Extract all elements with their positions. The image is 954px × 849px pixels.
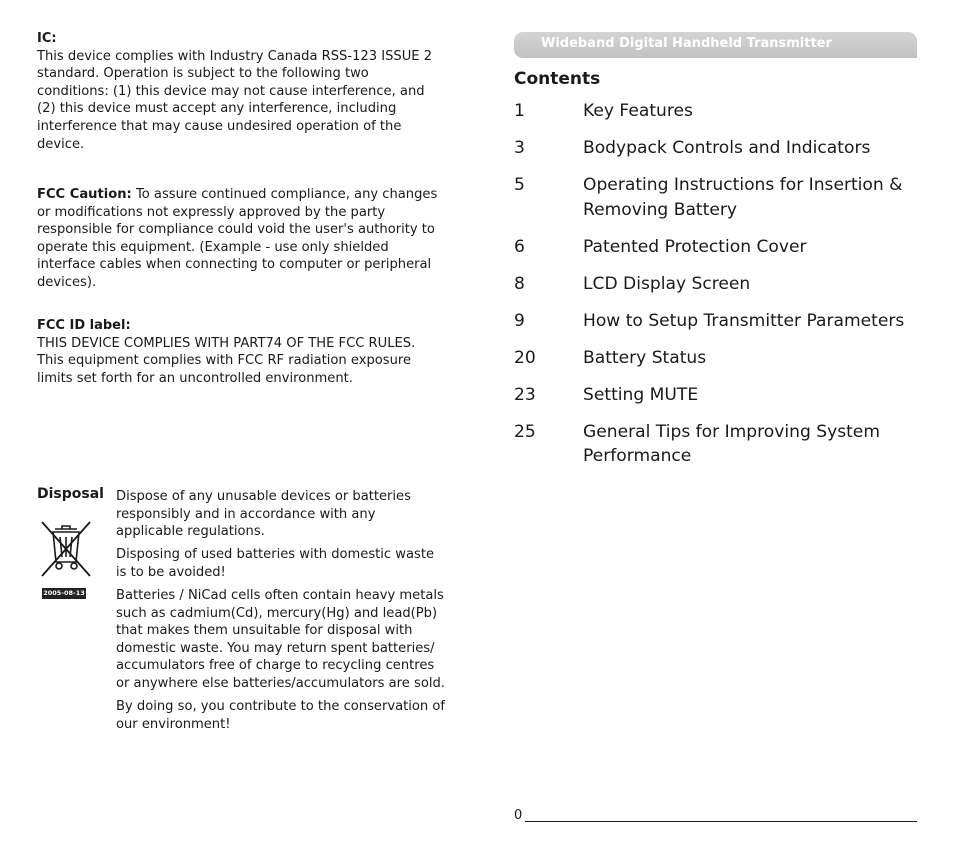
toc-label: Operating Instructions for Insertion & Removing Battery — [583, 175, 903, 220]
toc-label: Battery Status — [583, 347, 707, 368]
toc-entry[interactable] — [514, 272, 917, 297]
header-banner-text: Wideband Digital Handheld Transmitter — [541, 36, 832, 51]
disposal-paragraph: Batteries / NiCad cells often contain heavy metals such as cadmium(Cd), mercury(Hg) and lead(Pb) that makes them unsuitable for disposal with domestic waste. You may return spent batteries/ accumulators free of charge to recycling centres or anywhere else batteries/accumulators are sold. — [116, 587, 445, 691]
toc-label: Key Features — [583, 101, 693, 121]
fcc-caution-heading: FCC Caution: — [37, 187, 132, 202]
header-banner — [514, 32, 917, 58]
contents-title: Contents — [514, 69, 601, 89]
contents-list — [514, 99, 917, 481]
toc-entry[interactable] — [514, 420, 917, 469]
disposal-heading: Disposal — [37, 486, 104, 502]
disposal-body — [116, 488, 446, 739]
page-number: 0 — [514, 808, 523, 823]
ic-section — [37, 30, 442, 153]
toc-page-number: 6 — [514, 236, 525, 257]
toc-page-number: 5 — [514, 175, 525, 195]
ic-body: This device complies with Industry Canada RSS-123 ISSUE 2 standard. Operation is subject to the following two conditions: (1) this device may not cause interference, and (2) this device must accept any interference, including interference that may cause undesired operation of the device. — [37, 48, 433, 152]
fcc-caution-body: To assure continued compliance, any changes or modifications not expressly approved by the party responsible for compliance could void the user's authority to operate this equipment. (Example - use only shielded interface cables when connecting to computer or peripheral devices). — [37, 187, 438, 290]
toc-label: How to Setup Transmitter Parameters — [583, 310, 905, 331]
ic-heading: IC: — [37, 31, 57, 46]
toc-entry[interactable] — [514, 346, 917, 371]
disposal-paragraph: Dispose of any unusable devices or batteries responsibly and in accordance with any applicable regulations. — [116, 489, 411, 540]
footer-rule — [525, 821, 917, 822]
toc-entry[interactable] — [514, 235, 917, 260]
disposal-paragraph: By doing so, you contribute to the conservation of our environment! — [116, 699, 445, 732]
toc-page-number: 3 — [514, 138, 525, 158]
toc-label: Bodypack Controls and Indicators — [583, 138, 871, 158]
toc-entry[interactable] — [514, 173, 917, 222]
toc-entry[interactable] — [514, 136, 917, 161]
toc-page-number: 1 — [514, 101, 525, 121]
toc-page-number: 23 — [514, 384, 536, 405]
toc-page-number: 20 — [514, 347, 536, 368]
fcc-id-body: THIS DEVICE COMPLIES WITH PART74 OF THE FCC RULES. This equipment complies with FCC RF radiation exposure limits set forth for an uncontrolled environment. — [37, 335, 416, 386]
toc-label: Patented Protection Cover — [583, 236, 807, 257]
toc-page-number: 25 — [514, 421, 536, 442]
toc-entry[interactable] — [514, 309, 917, 334]
fcc-caution-section — [37, 186, 442, 292]
disposal-date-label: 2005-08-13 — [43, 589, 85, 597]
disposal-paragraph: Disposing of used batteries with domestic waste is to be avoided! — [116, 547, 435, 580]
crossed-out-wheelie-bin-icon — [40, 520, 92, 580]
toc-page-number: 8 — [514, 273, 525, 294]
toc-label: LCD Display Screen — [583, 273, 751, 294]
toc-label: Setting MUTE — [583, 384, 699, 405]
fcc-id-heading: FCC ID label: — [37, 318, 131, 333]
toc-entry[interactable] — [514, 383, 917, 408]
toc-page-number: 9 — [514, 310, 525, 331]
fcc-id-section — [37, 317, 442, 387]
toc-label: General Tips for Improving System Performance — [583, 421, 880, 466]
toc-entry[interactable] — [514, 99, 917, 124]
